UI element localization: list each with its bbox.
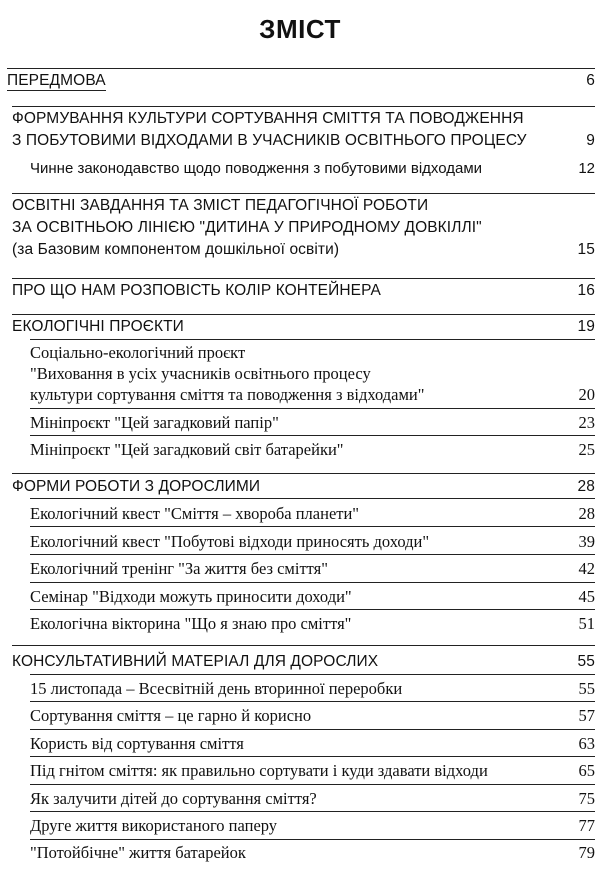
divider (30, 729, 595, 730)
toc-page-number: 79 (578, 843, 595, 862)
toc-page-number: 75 (578, 789, 595, 808)
toc-section-title: ЕКОЛОГІЧНІ ПРОЄКТИ (12, 318, 184, 335)
toc-page-number: 25 (578, 440, 595, 459)
toc-page-number: 6 (586, 72, 595, 89)
toc-section[interactable] (7, 70, 595, 92)
toc-item-title: Екологічний квест "Сміття – хвороба планети" (30, 504, 360, 523)
toc-item-title: Друге життя використаного паперу (30, 816, 278, 835)
toc-item[interactable] (30, 558, 595, 580)
toc-section-title: ФОРМИ РОБОТИ З ДОРОСЛИМИ (12, 478, 261, 495)
toc-item-title: Семінар "Відходи можуть приносити доходи" (30, 587, 352, 606)
divider (12, 645, 595, 646)
toc-page-number: 16 (577, 282, 595, 299)
toc-item[interactable] (30, 788, 595, 810)
toc-section[interactable] (12, 316, 595, 338)
toc-section-title-line: ОСВІТНІ ЗАВДАННЯ ТА ЗМІСТ ПЕДАГОГІЧНОЇ РОБОТИ (12, 197, 429, 214)
toc-page-number: 57 (578, 706, 595, 725)
toc-page-number: 15 (577, 241, 595, 258)
toc-page-number: 28 (578, 504, 595, 523)
toc-item[interactable] (30, 503, 595, 525)
toc-section[interactable] (12, 108, 595, 152)
divider (30, 609, 595, 610)
toc-item-title: Користь від сортування сміття (30, 734, 244, 753)
toc-page-number: 28 (577, 478, 595, 495)
toc-item[interactable] (30, 342, 595, 405)
toc-section-title-line: З ПОБУТОВИМИ ВІДХОДАМИ В УЧАСНИКІВ ОСВІТНЬОГО ПРОЦЕСУ (12, 132, 527, 149)
divider (12, 278, 595, 279)
divider (30, 701, 595, 702)
toc-page-number: 9 (586, 132, 595, 149)
divider (30, 784, 595, 785)
divider (30, 756, 595, 757)
toc-item[interactable] (30, 733, 595, 755)
toc-page-number: 12 (578, 160, 595, 177)
divider (30, 839, 595, 840)
toc-item[interactable] (30, 705, 595, 727)
divider (30, 408, 595, 409)
toc-item-title: Екологічний тренінг "За життя без сміття" (30, 559, 328, 578)
toc-item[interactable] (30, 531, 595, 553)
toc-page-number: 55 (578, 679, 595, 698)
toc-page-number: 51 (578, 614, 595, 633)
toc-section-title: КОНСУЛЬТАТИВНИЙ МАТЕРІАЛ ДЛЯ ДОРОСЛИХ (12, 653, 379, 670)
divider (30, 674, 595, 675)
toc-section[interactable] (12, 280, 595, 302)
toc-item[interactable] (30, 586, 595, 608)
toc-page-number: 42 (578, 559, 595, 578)
toc-page-number: 19 (577, 318, 595, 335)
toc-section[interactable] (12, 195, 595, 261)
toc-item[interactable] (30, 158, 595, 180)
toc-item-title: Під гнітом сміття: як правильно сортувати і куди здавати відходи (30, 761, 488, 780)
toc-item[interactable] (30, 760, 595, 782)
toc-item-title-line: "Виховання в усіх учасників освітнього процесу (30, 364, 371, 383)
divider (12, 106, 595, 107)
divider (30, 811, 595, 812)
toc-item-title: Як залучити дітей до сортування сміття? (30, 789, 317, 808)
toc-page-number: 55 (577, 653, 595, 670)
toc-item[interactable] (30, 815, 595, 837)
toc-item[interactable] (30, 842, 595, 864)
toc-page-number: 20 (578, 385, 595, 404)
toc-item-title: Мініпроєкт "Цей загадковий світ батарейки" (30, 440, 344, 459)
divider (7, 68, 595, 69)
toc-section[interactable] (12, 651, 595, 673)
toc-page-number: 65 (578, 761, 595, 780)
toc-section-title-line: ЗА ОСВІТНЬОЮ ЛІНІЄЮ "ДИТИНА У ПРИРОДНОМУ ДОВКІЛЛІ" (12, 219, 482, 236)
toc-item-title-line: Соціально-екологічний проєкт (30, 343, 246, 362)
toc-page-number: 45 (578, 587, 595, 606)
toc-section-title: ПЕРЕДМОВА (7, 72, 106, 89)
divider (30, 435, 595, 436)
toc-section[interactable] (12, 476, 595, 498)
divider (30, 339, 595, 340)
toc-section-title-line: ФОРМУВАННЯ КУЛЬТУРИ СОРТУВАННЯ СМІТТЯ ТА ПОВОДЖЕННЯ (12, 110, 524, 127)
divider (12, 473, 595, 474)
toc-page-number: 39 (578, 532, 595, 551)
toc-item-title: Чинне законодавство щодо поводження з побутовими відходами (30, 160, 483, 177)
divider (12, 314, 595, 315)
toc-page-number: 77 (578, 816, 595, 835)
toc-page-number: 23 (578, 413, 595, 432)
toc-item-title: Екологічна вікторина "Що я знаю про сміття" (30, 614, 352, 633)
toc-item-title: 15 листопада – Всесвітній день вторинної переробки (30, 679, 403, 698)
divider (30, 582, 595, 583)
toc-item[interactable] (30, 613, 595, 635)
toc-section-subtitle: (за Базовим компонентом дошкільної освіти) (12, 241, 340, 258)
toc-item[interactable] (30, 439, 595, 461)
toc-item[interactable] (30, 412, 595, 434)
toc-item[interactable] (30, 678, 595, 700)
toc-item-title: "Потойбічне" життя батарейок (30, 843, 246, 862)
divider (30, 526, 595, 527)
divider (30, 554, 595, 555)
toc-item-title: Екологічний квест "Побутові відходи приносять доходи" (30, 532, 430, 551)
page-title: ЗМІСТ (259, 14, 341, 44)
toc-page-number: 63 (578, 734, 595, 753)
divider (30, 498, 595, 499)
toc-section-title: ПРО ЩО НАМ РОЗПОВІСТЬ КОЛІР КОНТЕЙНЕРА (12, 282, 381, 299)
toc-item-title: Мініпроєкт "Цей загадковий папір" (30, 413, 279, 432)
toc-item-title: Сортування сміття – це гарно й корисно (30, 706, 312, 725)
divider (12, 193, 595, 194)
toc-item-title-line: культури сортування сміття та поводження з відходами" (30, 385, 425, 404)
